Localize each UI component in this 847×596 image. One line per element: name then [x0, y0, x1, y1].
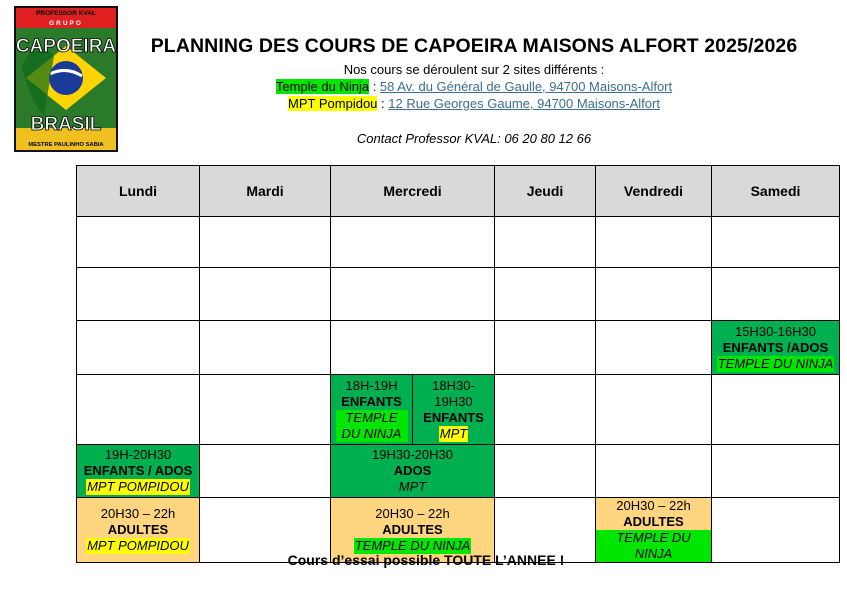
- class-time: 18H-19H: [345, 377, 398, 393]
- site1-address-link[interactable]: 58 Av. du Général de Gaulle, 94700 Maisons-Alfort: [379, 79, 673, 94]
- empty-cell: [495, 321, 596, 375]
- class-location: TEMPLE DU NINJA: [336, 410, 408, 442]
- empty-cell: [495, 268, 596, 321]
- empty-cell: [596, 445, 712, 498]
- site1-line: [118, 79, 830, 94]
- day-header-jeudi: Jeudi: [495, 166, 596, 217]
- class-cell-mercredi-1930: [331, 445, 495, 498]
- empty-cell: [712, 375, 840, 445]
- site2-separator: :: [377, 96, 389, 111]
- class-group: ADOS: [393, 463, 432, 478]
- table-row: [77, 321, 840, 375]
- class-time: 20H30 – 22h: [375, 506, 450, 521]
- table-row: [77, 445, 840, 498]
- empty-cell: [596, 268, 712, 321]
- class-location: TEMPLE DU NINJA: [596, 530, 711, 562]
- class-group: ADULTES: [382, 522, 443, 537]
- empty-cell: [77, 217, 200, 268]
- site2-address-link[interactable]: 12 Rue Georges Gaume, 94700 Maisons-Alfort: [388, 96, 660, 111]
- empty-cell: [331, 268, 495, 321]
- empty-cell: [200, 321, 331, 375]
- empty-cell: [200, 268, 331, 321]
- class-time: 20H30 – 22h: [100, 506, 176, 521]
- site1-name: Temple du Ninja: [275, 79, 370, 94]
- empty-cell: [596, 321, 712, 375]
- empty-cell: [200, 375, 331, 445]
- empty-cell: [596, 375, 712, 445]
- class-block-mercredi-18h-19h: [331, 375, 412, 444]
- class-cell-mercredi-18h: [331, 375, 495, 445]
- empty-cell: [200, 217, 331, 268]
- table-header-row: [77, 166, 840, 217]
- empty-cell: [712, 445, 840, 498]
- empty-cell: [495, 217, 596, 268]
- schedule-table: [76, 165, 840, 563]
- class-group: ENFANTS: [423, 409, 484, 425]
- class-cell-samedi-1530: [712, 321, 840, 375]
- class-time: 18H30-19H30: [432, 377, 475, 409]
- class-location: MPT: [439, 425, 468, 441]
- empty-cell: [596, 217, 712, 268]
- logo-bottom-text: MESTRE PAULINHO SABIA: [28, 142, 104, 148]
- empty-cell: [331, 217, 495, 268]
- class-group: ENFANTS / ADOS: [83, 463, 193, 478]
- class-group: ENFANTS: [341, 393, 402, 409]
- class-block-mercredi-1830-1930: [412, 375, 494, 444]
- table-row: [77, 268, 840, 321]
- logo-top-text: PROFESSOR KVAL: [36, 10, 96, 17]
- site2-line: [118, 96, 830, 111]
- page-title: PLANNING DES COURS DE CAPOEIRA MAISONS ALFORT 2025/2026: [150, 35, 798, 57]
- day-header-mardi: Mardi: [200, 166, 331, 217]
- table-row: [77, 217, 840, 268]
- class-location: TEMPLE DU NINJA: [717, 355, 834, 371]
- empty-cell: [495, 375, 596, 445]
- class-time: 19H30-20H30: [372, 447, 453, 462]
- empty-cell: [712, 268, 840, 321]
- day-header-mercredi: Mercredi: [331, 166, 495, 217]
- class-location: MPT POMPIDOU: [87, 538, 189, 553]
- empty-cell: [331, 321, 495, 375]
- class-location: MPT: [398, 479, 427, 494]
- empty-cell: [712, 217, 840, 268]
- empty-cell: [495, 445, 596, 498]
- empty-cell: [77, 268, 200, 321]
- capoeira-brasil-logo: [14, 6, 118, 152]
- site2-name: MPT Pompidou: [288, 96, 378, 111]
- class-time: 19H-20H30: [104, 447, 172, 462]
- day-header-samedi: Samedi: [712, 166, 840, 217]
- class-time: 15H30-16H30: [735, 323, 816, 339]
- class-group: ADULTES: [107, 522, 169, 537]
- empty-cell: [77, 375, 200, 445]
- day-header-vendredi: Vendredi: [596, 166, 712, 217]
- class-cell-lundi-19h: [77, 445, 200, 498]
- class-group: ADULTES: [623, 514, 684, 529]
- footer-note: Cours d’essai possible TOUTE L’ANNEE !: [287, 552, 565, 568]
- empty-cell: [200, 445, 331, 498]
- class-location: MPT POMPIDOU: [87, 479, 189, 494]
- table-row: [77, 375, 840, 445]
- logo-grupo-text: GRUPO: [49, 20, 83, 27]
- class-time: 20H30 – 22h: [616, 498, 691, 513]
- class-location: TEMPLE DU NINJA: [354, 538, 471, 553]
- contact-line: Contact Professor KVAL: 06 20 80 12 66: [356, 131, 592, 146]
- site1-separator: :: [369, 79, 380, 94]
- logo-brasil-text: BRASIL: [30, 114, 102, 135]
- class-group: ENFANTS /ADOS: [722, 339, 829, 355]
- empty-cell: [77, 321, 200, 375]
- logo-capoeira-text: CAPOEIRA: [15, 36, 117, 57]
- sites-intro: Nos cours se déroulent sur 2 sites différents :: [343, 62, 605, 77]
- day-header-lundi: Lundi: [77, 166, 200, 217]
